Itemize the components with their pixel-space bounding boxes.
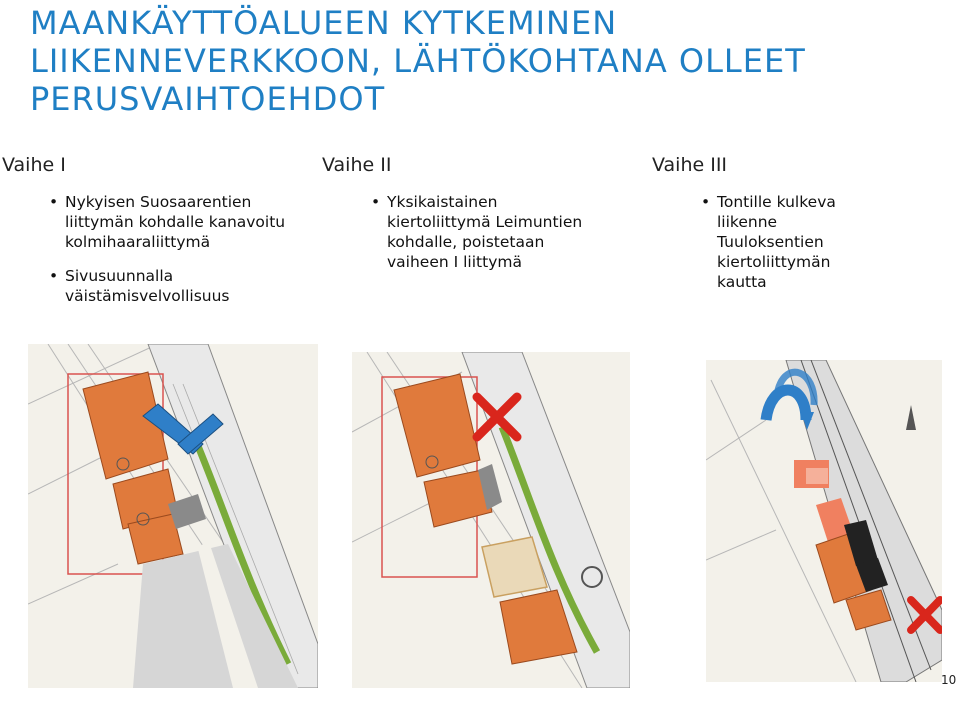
column-heading-vaihe-1: Vaihe I: [2, 154, 66, 176]
page-title: MAANKÄYTTÖALUEEN KYTKEMINEN LIIKENNEVERKKOON, LÄHTÖKOHTANA OLLEET PERUSVAIHTOEHDOT: [30, 4, 806, 118]
bullet-item: • Nykyisen Suosaarentien liittymän kohdalle kanavoitu kolmihaaraliittymä: [40, 192, 290, 252]
bullet-list-vaihe-2: [362, 192, 602, 286]
site-plan-map-vaihe-2: [352, 352, 630, 688]
bullet-list-vaihe-1: [40, 192, 290, 320]
bullet-item: • Yksikaistainen kiertoliittymä Leimuntien kohdalle, poistetaan vaiheen I liittymä: [362, 192, 602, 272]
site-plan-drawing: [352, 352, 630, 688]
column-heading-vaihe-3: Vaihe III: [652, 154, 728, 176]
site-plan-map-vaihe-1: [28, 344, 318, 688]
site-plan-map-vaihe-3: [706, 360, 942, 682]
page-number: 10: [941, 673, 957, 687]
bullet-item: • Sivusuunnalla väistämisvelvollisuus: [40, 266, 290, 306]
column-heading-vaihe-2: Vaihe II: [322, 154, 392, 176]
site-plan-drawing: [706, 360, 942, 682]
site-plan-drawing: [28, 344, 318, 688]
bullet-item: • Tontille kulkeva liikenne Tuuloksentien kiertoliittymän kautta: [692, 192, 862, 292]
bullet-list-vaihe-3: [692, 192, 862, 306]
